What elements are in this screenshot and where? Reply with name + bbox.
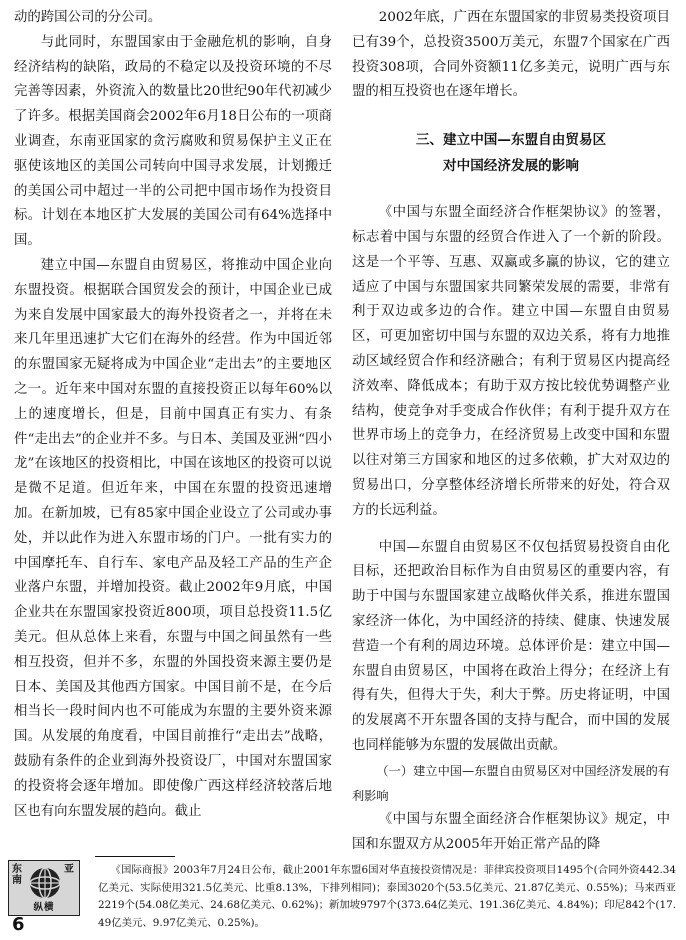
left-paragraph-continuation: 动的跨国公司的分公司。 — [14, 10, 162, 25]
right-paragraph-1: 《中国与东盟全面经济合作框架协议》的签署，标志着中国与东盟的经贸合作进入了一个新的阶段。这是一个平等、互惠、双赢或多赢的协议，它的建立适应了中国与东盟国家共同繁荣发展的需要，非常有利于双边或多边的合作。建立中国—东盟自由贸易区，可更加密切中国与东盟的双边关系，将有力地推动区域经贸合作和经济融合；有利于贸易区内提高经济效率、降低成本；有助于双方按比较优势调整产业结构，使竞争对手变成合作伙伴；有利于提升双方在世界市场上的竞争力，在经济贸易上改变中国和东盟以往对第三方国家和地区的过多依赖，扩大对双边的贸易出口，分享整体经济增长所带来的好处，符合双方的长远利益。 — [352, 205, 670, 518]
page-number: 6 — [12, 914, 25, 935]
right-paragraph-3: 《中国与东盟全面经济合作框架协议》规定，中国和东盟双方从2005年开始正常产品的降 — [352, 812, 670, 853]
right-paragraph-top: 2002年底，广西在东盟国家的非贸易类投资项目已有39个，总投资3500万美元，东盟7个国家在广西投资308项，合同外资额11亿多美元，说明广西与东盟的相互投资也在逐年增长。 — [352, 10, 670, 100]
globe-emblem-icon — [26, 865, 64, 901]
left-column — [14, 6, 332, 824]
right-column — [352, 6, 670, 858]
footnote — [98, 862, 676, 932]
footnote-rule — [95, 856, 175, 857]
right-paragraph-2: 中国—东盟自由贸易区不仅包括贸易投资自由化目标，还把政治目标作为自由贸易区的重要内容，有助于中国与东盟国家建立战略伙伴关系，推进东盟国家经济一体化，为中国经济的持续、健康、快速发展营造一个有利的周边环境。总体评价是：建立中国—东盟自由贸易区，中国将在政治上得分；在经济上有得有失，但得大于失，利大于弊。历史将证明，中国的发展离不开东盟各国的支持与配合，而中国的发展也同样能够为东盟的发展做出贡献。 — [352, 539, 670, 753]
journal-logo — [8, 860, 80, 916]
section-heading-line1: 三、建立中国—东盟自由贸易区 — [415, 132, 607, 149]
left-paragraph-2: 建立中国—东盟自由贸易区，将推动中国企业向东盟投资。根据联合国贸发会的预计，中国企业已成为来自发展中国家最大的海外投资者之一，并将在未来几年里迅速扩大它们在海外的经营。作为中国近邻的东盟国家无疑将成为中国企业“走出去”的主要地区之一。近年来中国对东盟的直接投资正以每年60%以上的速度增长，但是，目前中国真正有实力、有条件“走出去”的企业并不多。与日本、美国及亚洲“四小龙”在该地区的投资相比，中国在该地区的投资可以说是微不足道。但近年来，中国在东盟的投资迅速增加。在新加坡，已有85家中国企业设立了公司或办事处，并以此作为进入东盟市场的门户。一批有实力的中国摩托车、自行车、家电产品及轻工产品的生产企业落户东盟，并增加投资。截止2002年9月底，中国企业共在东盟国家投资近800项，项目总投资11.5亿美元。但从总体上来看，东盟与中国之间虽然有一些相互投资，但并不多，东盟的外国投资来源主要仍是日本、美国及其他西方国家。中国目前不是，在今后相当长一段时间内也不可能成为东盟的主要外资来源国。从发展的角度看，中国目前推行“走出去”战略，鼓励有条件的企业到海外投资设厂，中国对东盟国家的投资将会逐年增加。即使像广西这样经济较落后地区也有向东盟发展的趋向。截止 — [14, 257, 332, 819]
left-paragraph-1: 与此同时，东盟国家由于金融危机的影响，自身经济结构的缺陷，政局的不稳定以及投资环境的不尽完善等因素，外资流入的数量比20世纪90年代初减少了许多。根据美国商会2002年6月18日公布的一项商业调查，东南亚国家的贪污腐败和贸易保护主义正在驱使该地区的美国公司转向中国寻求发展，计划搬迁的美国公司中超过一半的公司把中国市场作为投资目标。计划在本地区扩大发展的美国公司有64%选择中国。 — [14, 34, 332, 249]
paragraph-gap — [352, 524, 670, 536]
section-heading-line2: 对中国经济发展的影响 — [443, 158, 579, 175]
logo-text-top-left: 东南 — [12, 864, 22, 886]
logo-text-bottom: 纵横 — [33, 902, 55, 913]
footnote-text: 《国际商报》2003年7月24日公布，截止2001年东盟6国对华直接投资情况是：菲律宾投资项目1495个(合同外资442.34亿美元、实际使用321.5亿美元、比重8.13%，下排列相同)；泰国3020个(53.5亿美元、21.87亿美元、0.55%)；马来西亚2219个(54.08亿美元、24.68亿美元、0.62%)；新加坡9797个(373.64亿美元、191.36亿美元、4.84%)；印尼842个(17.49亿美元、9.97亿美元、0.25%)。 — [98, 864, 676, 929]
subsection-heading: （一）建立中国—东盟自由贸易区对中国经济发展的有利影响 — [352, 763, 670, 803]
logo-text-top-right: 亚 — [64, 864, 74, 875]
